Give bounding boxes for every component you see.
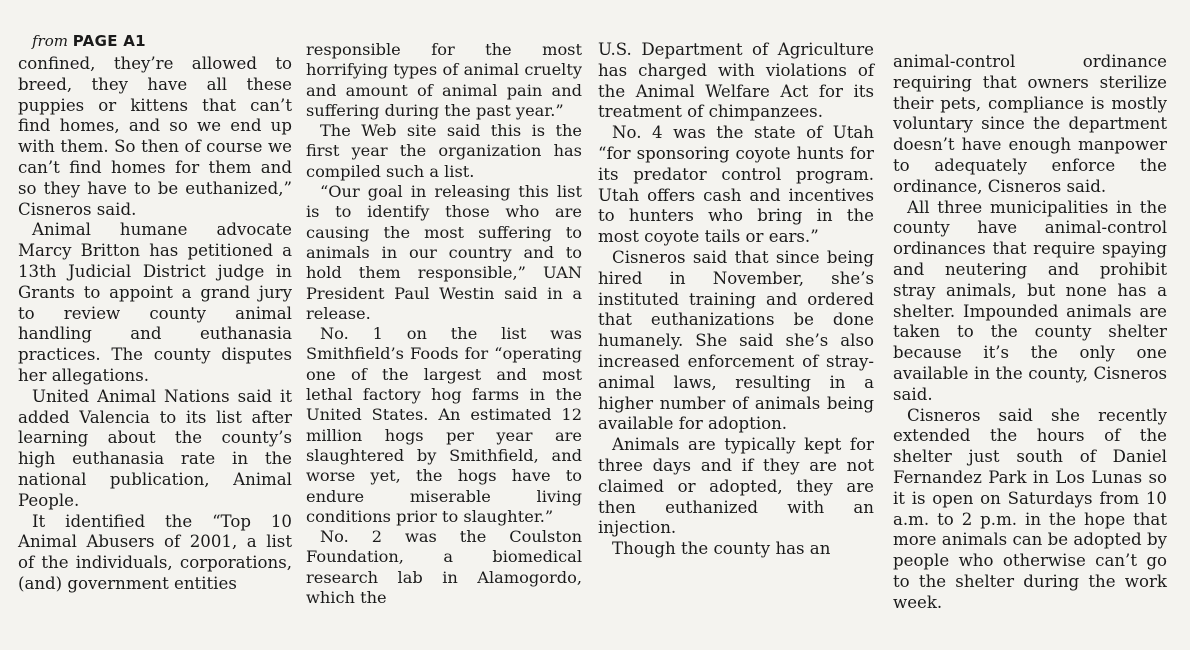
- jump-from: from: [32, 32, 68, 50]
- article-paragraph: Though the county has an: [612, 539, 831, 559]
- article-paragraph: “Our goal in releasing this list is to identify those who are causing the most suffering to animals in our country and to hold them responsible,” UAN President Paul Westin said in a release.: [306, 182, 582, 323]
- article-paragraph: No. 2 was the Coulston Foundation, a biomedical research lab in Alamogordo, which the: [306, 527, 582, 608]
- article-paragraph: Animal humane advocate Marcy Britton has petitioned a 13th Judicial District judge in Grants to appoint a grand jury to review county animal handling and euthanasia practices. The county disputes her allegations.: [18, 220, 292, 385]
- article-column-1: [18, 54, 292, 595]
- article-column-4: [893, 52, 1167, 614]
- article-paragraph: No. 1 on the list was Smithfield’s Foods for “operating one of the largest and most lethal factory hog farms in the United States. An estimated 12 million hogs per year are slaughtered by Smithfield, and worse yet, the hogs have to endure miserable living conditions prior to slaughter.”: [306, 324, 582, 526]
- article-paragraph: responsible for the most horrifying types of animal cruelty and amount of animal pain and suffering during the past year.”: [306, 40, 582, 120]
- article-paragraph: Cisneros said that since being hired in November, she’s instituted training and ordered that euthanizations be done humanely. She said she’s also increased enforcement of stray-animal laws, resulting in a higher number of animals being available for adoption.: [598, 247, 874, 434]
- article-paragraph: U.S. Department of Agriculture has charged with violations of the Animal Welfare Act for its treatment of chimpanzees.: [598, 40, 874, 122]
- article-paragraph: animal-control ordinance requiring that owners sterilize their pets, compliance is mostly voluntary since the department doesn’t have enough manpower to adequately enforce the ordinance, Cisneros said.: [893, 52, 1167, 196]
- article-paragraph: The Web site said this is the first year the organization has compiled such a list.: [306, 121, 582, 181]
- article-paragraph: No. 4 was the state of Utah “for sponsoring coyote hunts for its predator control program. Utah offers cash and incentives to hunters who bring in the most coyote tails or ears.”: [598, 123, 874, 247]
- jump-page: PAGE A1: [72, 32, 146, 50]
- article-paragraph: All three municipalities in the county have animal-control ordinances that require spaying and neutering and prohibit stray animals, but none has a shelter. Impounded animals are taken to the county shelter because it’s the only one available in the county, Cisneros said.: [893, 197, 1167, 404]
- article-paragraph: It identified the “Top 10 Animal Abusers of 2001, a list of the individuals, corporations, (and) government entities: [18, 511, 292, 593]
- jump-line: [32, 32, 146, 50]
- article-paragraph: Cisneros said she recently extended the hours of the shelter just south of Daniel Fernandez Park in Los Lunas so it is open on Saturdays from 10 a.m. to 2 p.m. in the hope that more animals can be adopted by people who otherwise can’t go to the shelter during the work week.: [893, 405, 1167, 612]
- article-column-3: [598, 40, 874, 560]
- article-paragraph: confined, they’re allowed to breed, they have all these puppies or kittens that can’t find homes, and so we end up with them. So then of course we can’t find homes for them and so they have to be euthanized,” Cisneros said.: [18, 54, 292, 219]
- article-column-2: [306, 40, 582, 608]
- article-paragraph: United Animal Nations said it added Valencia to its list after learning about the county’s high euthanasia rate in the national publication, Animal People.: [18, 386, 292, 510]
- article-paragraph: Animals are typically kept for three days and if they are not claimed or adopted, they are then euthanized with an injection.: [598, 435, 874, 538]
